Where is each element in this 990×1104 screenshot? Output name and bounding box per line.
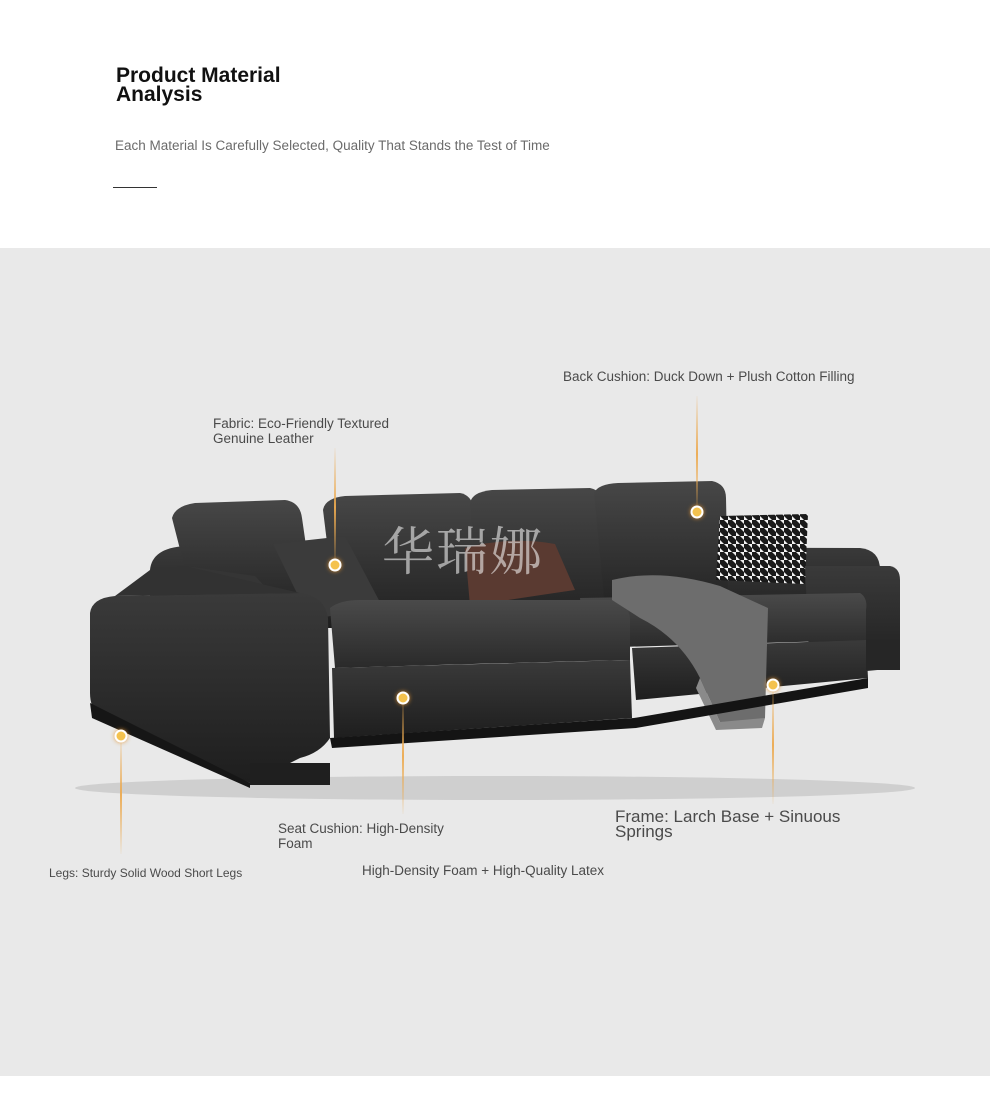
fabric-leader-line <box>334 448 336 566</box>
seat-cushion-leader-line <box>402 698 404 814</box>
frame-label: Frame: Larch Base + Sinuous Springs <box>615 807 841 841</box>
section-header <box>0 0 990 248</box>
fabric-hotspot[interactable] <box>329 559 342 572</box>
frame-leader-line <box>772 686 774 804</box>
legs-leader-line <box>120 736 122 854</box>
brand-watermark: 华瑞娜 <box>382 523 545 583</box>
back-cushion-hotspot[interactable] <box>691 506 704 519</box>
legs-hotspot[interactable] <box>115 730 128 743</box>
frame-hotspot[interactable] <box>767 679 780 692</box>
seat-cushion-label: Seat Cushion: High-Density Foam <box>278 821 444 851</box>
sofa-illustration-area <box>0 248 990 1076</box>
page-title: Product Material Analysis <box>116 64 281 106</box>
legs-label: Legs: Sturdy Solid Wood Short Legs <box>49 866 243 880</box>
seat-cushion-hotspot[interactable] <box>397 692 410 705</box>
fabric-label: Fabric: Eco-Friendly Textured Genuine Leather <box>213 416 390 446</box>
page-footer-spacer <box>0 1076 990 1104</box>
page-subtitle: Each Material Is Carefully Selected, Quality That Stands the Test of Time <box>115 138 550 153</box>
back-cushion-label: Back Cushion: Duck Down + Plush Cotton Filling <box>563 369 855 384</box>
back-cushion-leader-line <box>696 396 698 512</box>
seat-detail-label: High-Density Foam + High-Quality Latex <box>362 863 604 878</box>
title-divider <box>113 187 157 188</box>
